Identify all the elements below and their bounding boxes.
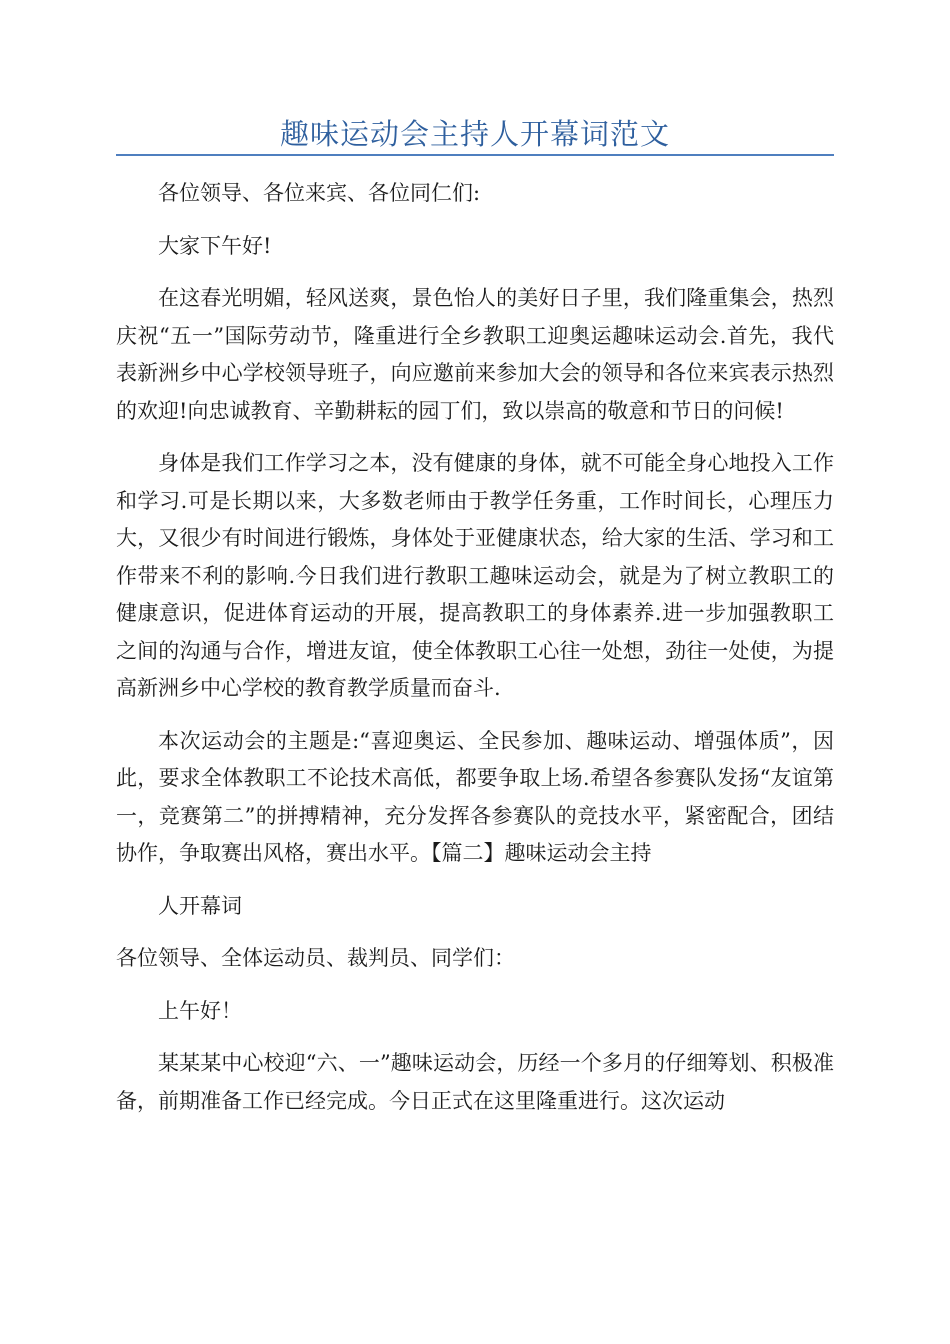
paragraph-theme: 本次运动会的主题是:“喜迎奥运、全民参加、趣味运动、增强体质”，因此，要求全体教职工不论技术高低，都要争取上场.希望各参赛队发扬“友谊第一，竞赛第二”的拼搏精神，充分发挥各参赛队的竞技水平，紧密配合，团结协作，争取赛出风格，赛出水平。【篇二】趣味运动会主持 (116, 728, 834, 865)
paragraph-salutation-two: 各位领导、全体运动员、裁判员、同学们： (116, 946, 515, 970)
page-title: 趣味运动会主持人开幕词范文 (279, 117, 670, 151)
paragraph-intro-two: 某某某中心校迎“六、一”趣味运动会，历经一个多月的仔细筹划、积极准备，前期准备工作已经完成。今日正式在这里隆重进行。这次运动 (116, 1051, 834, 1113)
paragraph-section-two-title: 人开幕词 (158, 893, 242, 918)
paragraph-health: 身体是我们工作学习之本，没有健康的身体，就不可能全身心地投入工作和学习.可是长期以来，大多数老师由于教学任务重，工作时间长，心理压力大，又很少有时间进行锻炼，身体处于亚健康状态，给大家的生活、学习和工作带来不利的影响.今日我们进行教职工趣味运动会，就是为了树立教职工的健康意识，促进体育运动的开展，提高教职工的身体素养.进一步加强教职工之间的沟通与合作，增进友谊，使全体教职工心往一处想，劲往一处使，为提高新洲乡中心学校的教育教学质量而奋斗. (116, 451, 834, 700)
paragraph-greeting: 大家下午好! (158, 233, 272, 258)
document-body (116, 175, 834, 1135)
paragraph-greeting-two: 上午好！ (158, 998, 242, 1023)
paragraph-opening: 在这春光明媚，轻风送爽，景色怡人的美好日子里，我们隆重集会，热烈庆祝“五一”国际劳动节，隆重进行全乡教职工迎奥运趣味运动会.首先，我代表新洲乡中心学校领导班子，向应邀前来参加大会的领导和各位来宾表示热烈的欢迎!向忠诚教育、辛勤耕耘的园丁们，致以崇高的敬意和节日的问候! (116, 286, 834, 423)
paragraph-salutation: 各位领导、各位来宾、各位同仁们: (158, 181, 481, 205)
title-divider (116, 154, 834, 156)
